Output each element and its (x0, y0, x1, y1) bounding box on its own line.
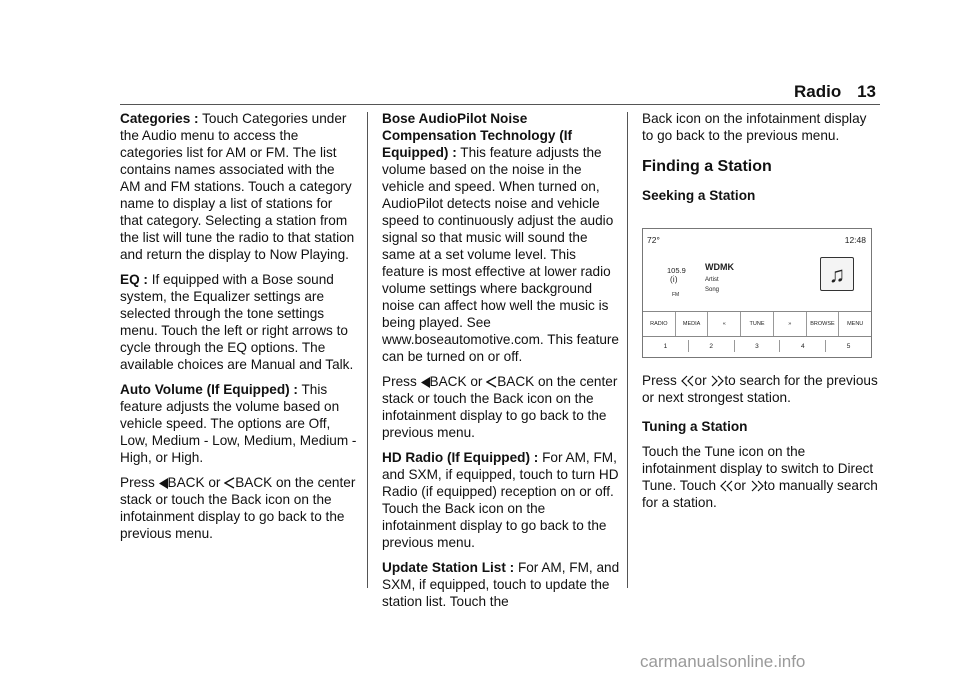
watermark: carmanualsonline.info (640, 652, 806, 671)
press-word-2: Press (382, 374, 417, 389)
preset-3: 3 (735, 340, 781, 352)
preset-4: 4 (780, 340, 826, 352)
column-divider-2 (627, 112, 628, 588)
categories-text: Touch Categories under the Audio menu to access the categories list for AM or FM. The list contains names associated with the AM and FM stations. Touch a category name to display a list of stations for that category. Selecting a station from the list will tune the radio to that station and return the display to Now Playing. (120, 111, 355, 262)
preset-bar (643, 335, 871, 357)
artist-label: Artist (705, 277, 719, 283)
eq-paragraph (120, 271, 358, 373)
heading-seeking-station: Seeking a Station (642, 188, 756, 203)
or-text-2: or (733, 478, 746, 493)
clock-readout: 12:48 (844, 235, 866, 245)
eq-label: EQ : (120, 272, 148, 287)
back-paragraph-2 (382, 373, 620, 441)
station-name: WDMK (705, 262, 734, 272)
seek-back-icon (720, 480, 734, 492)
back-triangle-icon (159, 478, 168, 489)
auto-volume-text: This feature adjusts the volume based on vehicle speed. The options are Off, Low, Medium - Low, Medium, Medium - High, or High. (120, 382, 357, 465)
page-header (794, 82, 876, 102)
update-station-text: For AM, FM, and SXM, if equipped, touch to update the station list. Touch the (382, 560, 620, 609)
menu-button: MENU (847, 320, 864, 327)
antenna-icon: (ı̇) (670, 275, 678, 284)
seek-forward-icon (750, 480, 764, 492)
heading-finding-station: Finding a Station (642, 158, 772, 175)
back-triangle-icon (421, 377, 430, 388)
browse-button: BROWSE (807, 312, 840, 336)
column-1 (120, 110, 358, 550)
band-label: FM (672, 292, 680, 298)
section-title: Radio (794, 82, 842, 101)
bose-paragraph (382, 110, 620, 365)
radio-button: RADIO (643, 312, 676, 336)
back-chevron-icon (224, 477, 235, 489)
categories-paragraph (120, 110, 358, 263)
tune-button: TUNE (741, 312, 774, 336)
tune-rest-text: to (763, 478, 776, 493)
continued-text: Back icon on the infotainment display to go back to the previous menu. (642, 111, 867, 143)
press-word: Press (120, 475, 155, 490)
temperature-readout: 72° (647, 235, 660, 245)
seek-forward-icon (710, 375, 724, 387)
auto-volume-paragraph (120, 381, 358, 466)
back-rest-text-2: BACK on the center stack or touch the Back icon on the infotainment display to go back to the previous menu. (382, 374, 618, 440)
song-label: Song (705, 287, 720, 293)
page-number: 13 (857, 82, 876, 101)
column-3 (642, 110, 880, 519)
seek-back-icon (681, 375, 695, 387)
categories-label: Categories : (120, 111, 199, 126)
auto-volume-label: Auto Volume (If Equipped) : (120, 382, 298, 397)
tune-rest-text-2: manually search for a station. (642, 478, 878, 510)
seek-rest-text: to search for the previous or next strongest station. (642, 373, 878, 405)
preset-1: 1 (643, 340, 689, 352)
hd-radio-label: HD Radio (If Equipped) : (382, 450, 539, 465)
direct-tune-text: Direct Tune. Touch (642, 461, 874, 493)
music-note-icon: ♫ (820, 257, 854, 291)
preset-2: 2 (689, 340, 735, 352)
hd-radio-paragraph (382, 449, 620, 551)
update-station-label: Update Station List : (382, 560, 515, 575)
radio-screen-figure (642, 228, 872, 358)
update-station-paragraph (382, 559, 620, 610)
column-2 (382, 110, 620, 618)
seek-back-button: « (708, 312, 741, 336)
header-rule (120, 104, 880, 105)
seek-forward-button: » (774, 312, 807, 336)
radio-button-bar (643, 311, 871, 337)
frequency-readout: 105.9 (667, 266, 686, 275)
bose-text: This feature adjusts the volume based on the noise in the vehicle and speed. When turned on, AudioPilot detects noise and vehicle speed to continuously adjust the audio signal so that music will sound the same at a set volume level. This feature is most effective at lower radio volume settings where background noise can affect how well the music is being played. See www.boseautomotive.com. This feature can be turned on or off. (382, 145, 619, 364)
heading-tuning-station: Tuning a Station (642, 419, 748, 434)
back-paragraph (120, 474, 358, 542)
seek-paragraph (642, 372, 880, 406)
or-text: or (694, 373, 707, 388)
back-rest-text: BACK on the center stack or touch the Back icon on the infotainment display to go back to the previous menu. (120, 475, 356, 541)
media-button: MEDIA (676, 312, 709, 336)
press-word-3: Press (642, 373, 677, 388)
back-or-text-2: BACK or (429, 374, 483, 389)
hd-radio-text: For AM, FM, and SXM, if equipped, touch to turn HD Radio (if equipped) reception on or off. Touch the Back icon on the infotainment display to go back to the previous menu. (382, 450, 619, 550)
tune-text: Touch the Tune icon on the infotainment display to switch to (642, 444, 834, 476)
bose-label: Bose AudioPilot Noise Compensation Technology (If Equipped) : (382, 111, 573, 160)
back-or-text: BACK or (167, 475, 221, 490)
preset-5: 5 (846, 342, 851, 350)
back-chevron-icon (486, 376, 497, 388)
eq-text: If equipped with a Bose sound system, the Equalizer settings are selected through the tone settings menu. Touch the left or right arrows to cycle through the EQ options. The available choices are Manual and Talk. (120, 272, 354, 372)
tune-paragraph (642, 443, 880, 511)
column-divider-1 (367, 112, 368, 588)
